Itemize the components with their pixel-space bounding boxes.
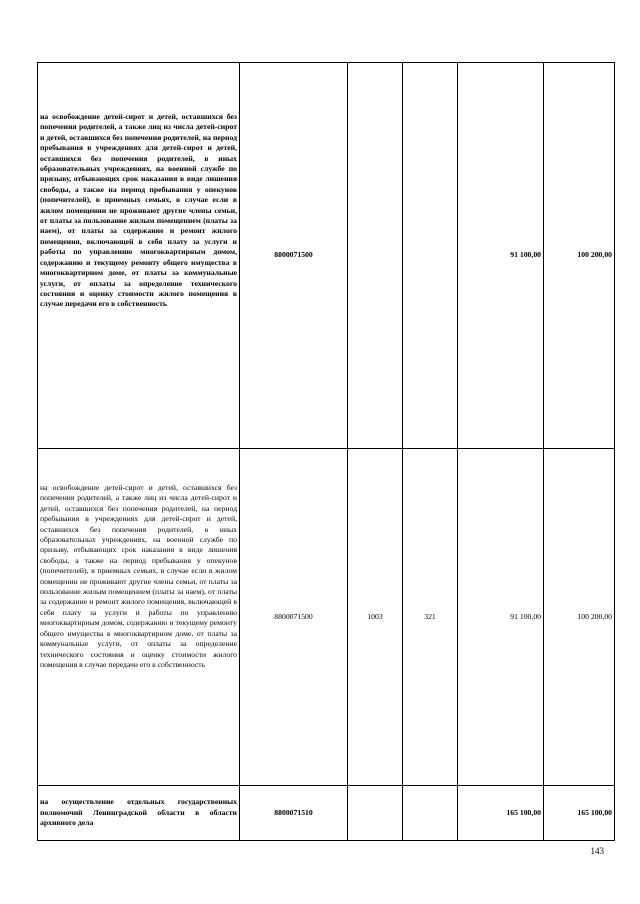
row-description: на осуществление отдельных государственных полномочий Ленинградской области в области архивного дела xyxy=(38,786,240,841)
amount-year1-cell: 91 100,00 xyxy=(458,449,544,786)
amount-year2-cell: 165 100,00 xyxy=(544,786,615,841)
amount-year1-cell: 91 100,00 xyxy=(458,63,544,449)
section-cell xyxy=(348,786,403,841)
table-row xyxy=(38,449,615,786)
expense-type-cell xyxy=(403,63,458,449)
table-row xyxy=(38,63,615,449)
expense-type-cell xyxy=(403,786,458,841)
section-cell xyxy=(348,63,403,449)
table-row xyxy=(38,786,615,841)
amount-year2-cell: 100 200,00 xyxy=(544,449,615,786)
row-description-cell xyxy=(38,63,240,449)
budget-table xyxy=(37,62,615,841)
target-article-cell: 8800071500 xyxy=(240,449,348,786)
row-description-cell xyxy=(38,449,240,786)
row-description: на освобождение детей-сирот и детей, оставшихся без попечения родителей, а также лиц из числа детей-сирот и детей, оставшихся без попечения родителей, на период пребывания в учреждениях для детей-сирот и детей, оставшихся без попечения родителей, в иных образовательных учреждениях, на военной службе по призыву, отбывающих срок наказания в виде лишения свободы, а также на период пребывания у опекунов (попечителей), в приемных семьях, в случае если в жилом помещении не проживают другие члены семьи, от платы за пользование жилым помещением (платы за наем), от платы за содержание и ремонт жилого помещения, включающей в себя плату за услуги и работы по управлению многоквартирным домом, содержанию и текущему ремонту общего имущества в многоквартирном доме, от платы за коммунальные услуги, от оплаты за определение технического состояния и оценку стоимости жилого помещения в случае передачи его в собственность xyxy=(40,483,237,669)
amount-year2-cell: 100 200,00 xyxy=(544,63,615,449)
expense-type-cell: 321 xyxy=(403,449,458,786)
amount-year1-cell: 165 100,00 xyxy=(458,786,544,841)
page-number: 143 xyxy=(590,846,604,856)
section-cell: 1003 xyxy=(348,449,403,786)
target-article-cell: 8800071500 xyxy=(240,63,348,449)
target-article-cell: 8800071510 xyxy=(240,786,348,841)
row-description: на освобождение детей-сирот и детей, оставшихся без попечения родителей, а также лиц из числа детей-сирот и детей, оставшихся без попечения родителей, на период пребывания в учреждениях для детей-сирот и детей, оставшихся без попечения родителей, в иных образовательных учреждениях, на военной службе по призыву, отбывающих срок наказания в виде лишения свободы, а также на период пребывания у опекунов (попечителей), в приемных семьях, в случае если в жилом помещении не проживают другие члены семьи, от платы за пользование жилым помещением (платы за наем), от платы за содержание и ремонт жилого помещения, включающей в себя плату за услуги и работы по управлению многоквартирным домом, содержанию и текущему ремонту общего имущества в многоквартирном доме, от платы за коммунальные услуги, от оплаты за определение технического состояния и оценку стоимости жилого помещения в случае передачи его в собственность xyxy=(40,112,237,309)
